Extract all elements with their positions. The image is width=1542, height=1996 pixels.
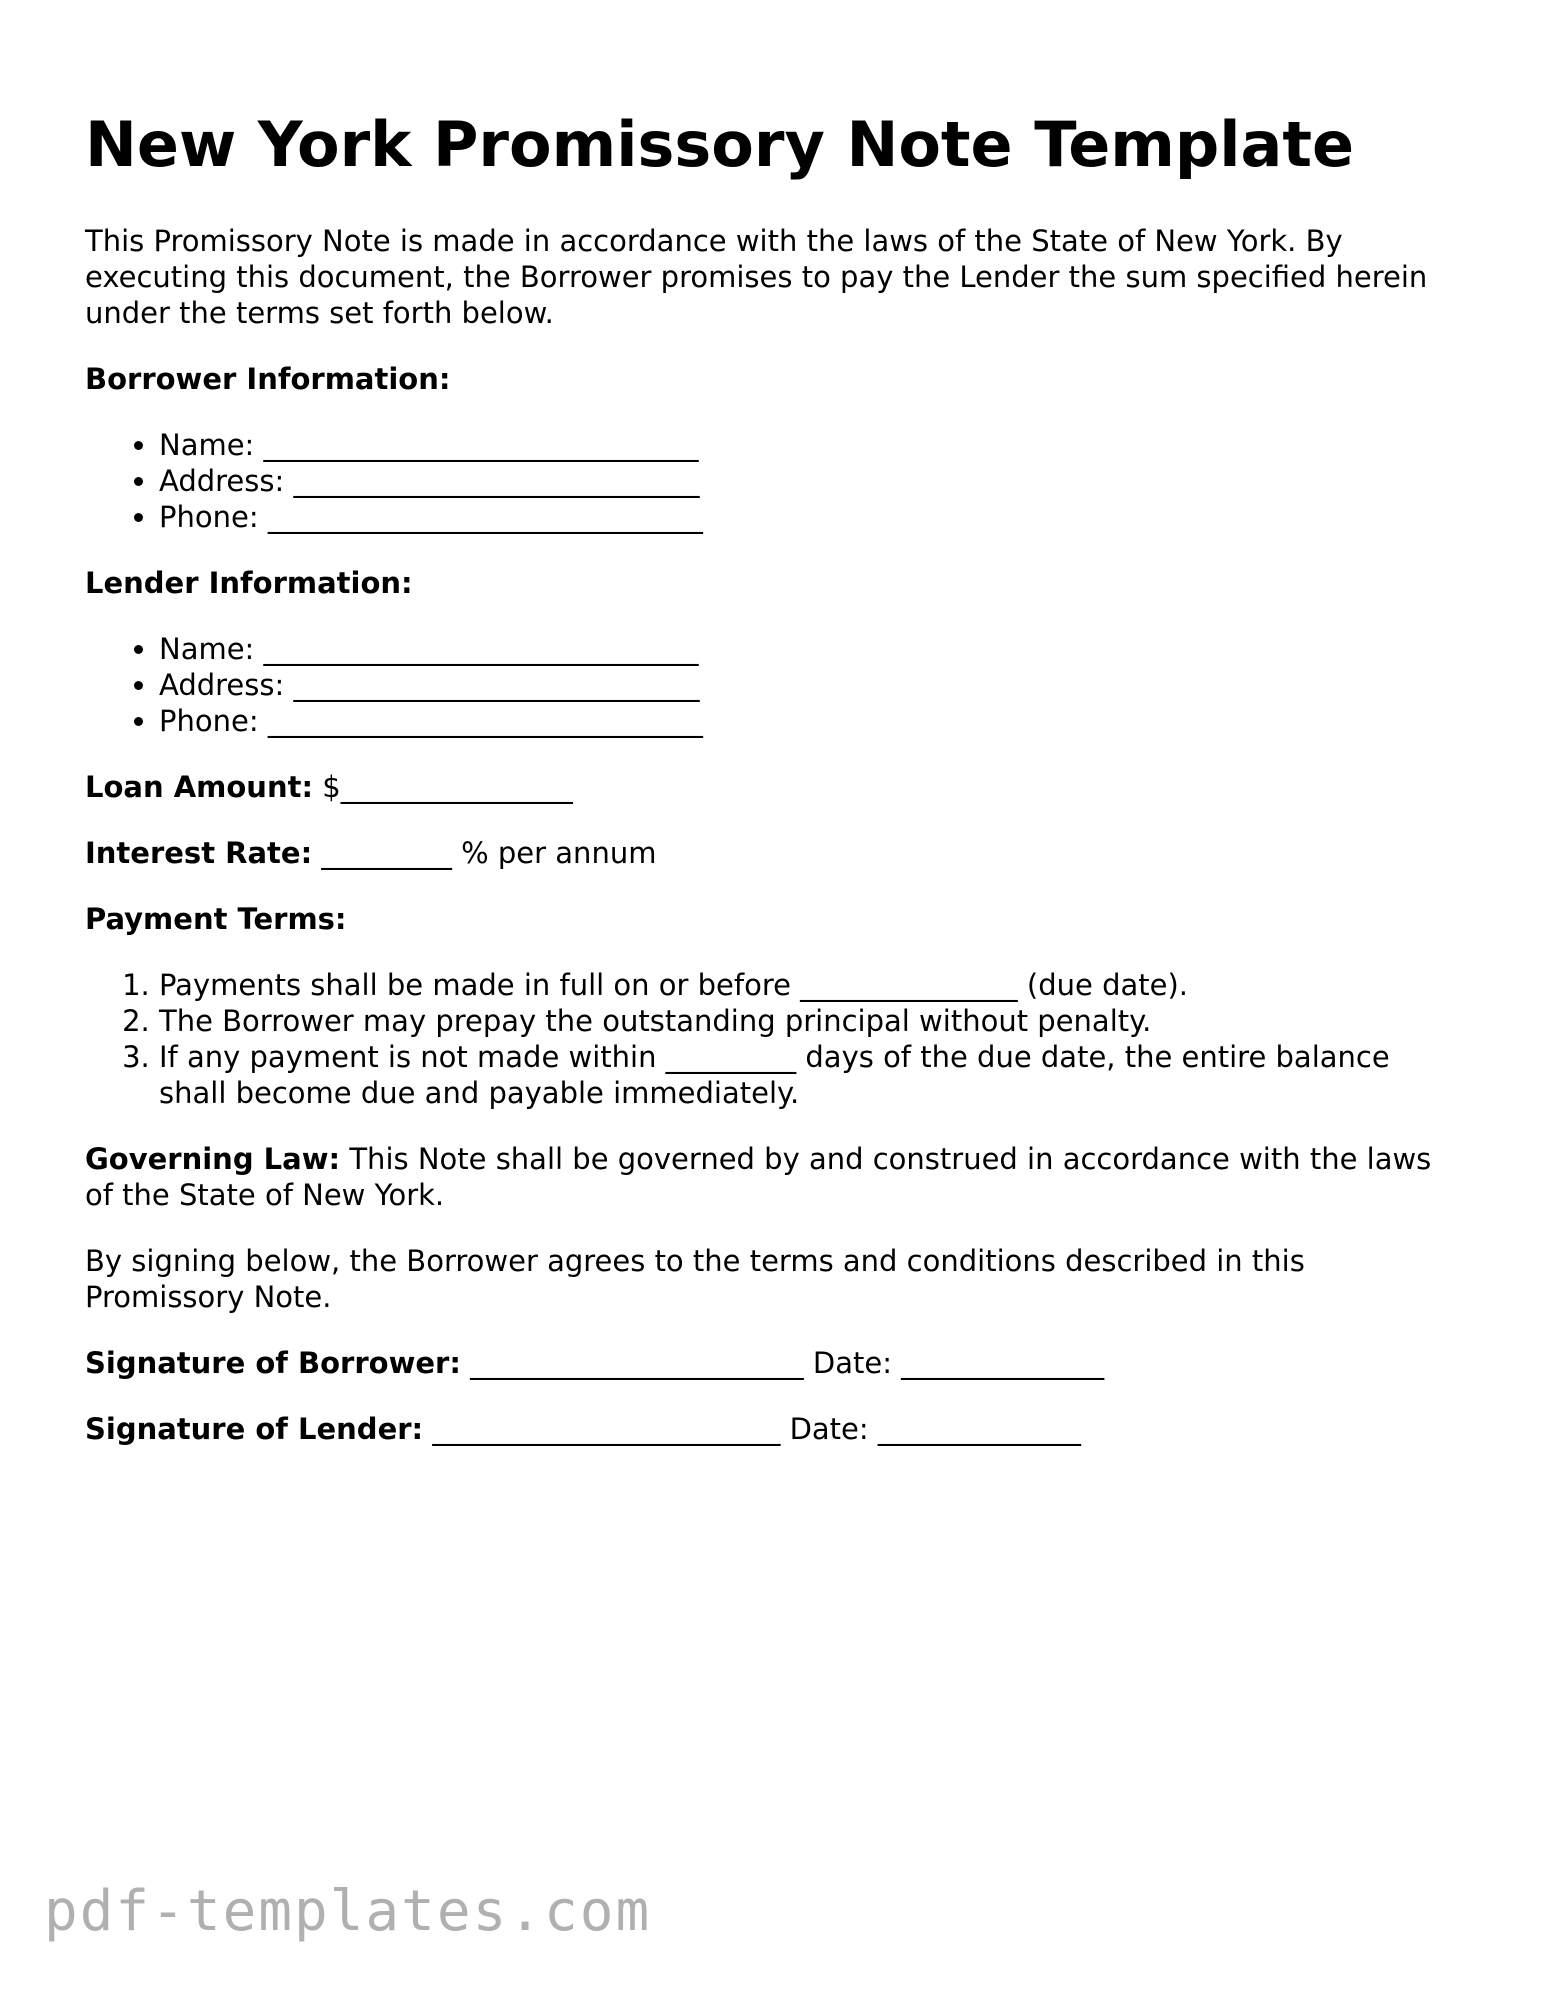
intro-paragraph: This Promissory Note is made in accordance with the laws of the State of New York. By executing this document, the Borrower promises to pay the Lender the sum specified herein under the terms set forth below.: [85, 224, 1428, 330]
signature-lender-blank: ________________________ Date: ______________: [423, 1412, 1081, 1446]
lender-name-field: • Name: ______________________________: [159, 631, 1465, 667]
payment-term-item: 2. The Borrower may prepay the outstanding principal without penalty.: [159, 1003, 1465, 1039]
governing-law-text: This Note shall be governed by and construed in accordance with the laws of the State of New York.: [85, 1142, 1432, 1212]
signature-borrower-label: Signature of Borrower:: [85, 1346, 461, 1380]
interest-rate-label: Interest Rate:: [85, 836, 313, 870]
loan-amount-line: [85, 769, 1465, 805]
lender-heading: Lender Information:: [85, 566, 413, 600]
payment-term-item: 3. If any payment is not made within _________ days of the due date, the entire balance shall become due and payable immediately.: [159, 1039, 1465, 1111]
signature-borrower-line: [85, 1345, 1465, 1381]
interest-rate-value: _________ % per annum: [312, 836, 657, 870]
payment-term-item: 1. Payments shall be made in full on or before _______________ (due date).: [159, 967, 1465, 1003]
signature-lender-line: [85, 1411, 1465, 1447]
agreement-paragraph: By signing below, the Borrower agrees to the terms and conditions described in this Promissory Note.: [85, 1244, 1305, 1314]
governing-law-label: Governing Law:: [85, 1142, 341, 1176]
governing-law-paragraph: [85, 1141, 1465, 1213]
watermark: pdf-templates.com: [44, 1879, 652, 1944]
borrower-name-field: • Name: ______________________________: [159, 427, 1465, 463]
borrower-list: [85, 427, 1465, 535]
interest-rate-line: [85, 835, 1465, 871]
signature-lender-label: Signature of Lender:: [85, 1412, 424, 1446]
loan-amount-label: Loan Amount:: [85, 770, 314, 804]
payment-terms-list: [85, 967, 1465, 1111]
payment-terms-heading: Payment Terms:: [85, 902, 347, 936]
borrower-address-field: • Address: ____________________________: [159, 463, 1465, 499]
lender-address-field: • Address: ____________________________: [159, 667, 1465, 703]
document-page: [85, 105, 1465, 1477]
lender-phone-field: • Phone: ______________________________: [159, 703, 1465, 739]
lender-list: [85, 631, 1465, 739]
borrower-phone-field: • Phone: ______________________________: [159, 499, 1465, 535]
borrower-heading: Borrower Information:: [85, 362, 451, 396]
signature-borrower-blank: _______________________ Date: ______________: [460, 1346, 1105, 1380]
document-title: New York Promissory Note Template: [85, 108, 1355, 181]
loan-amount-value: $________________: [313, 770, 573, 804]
